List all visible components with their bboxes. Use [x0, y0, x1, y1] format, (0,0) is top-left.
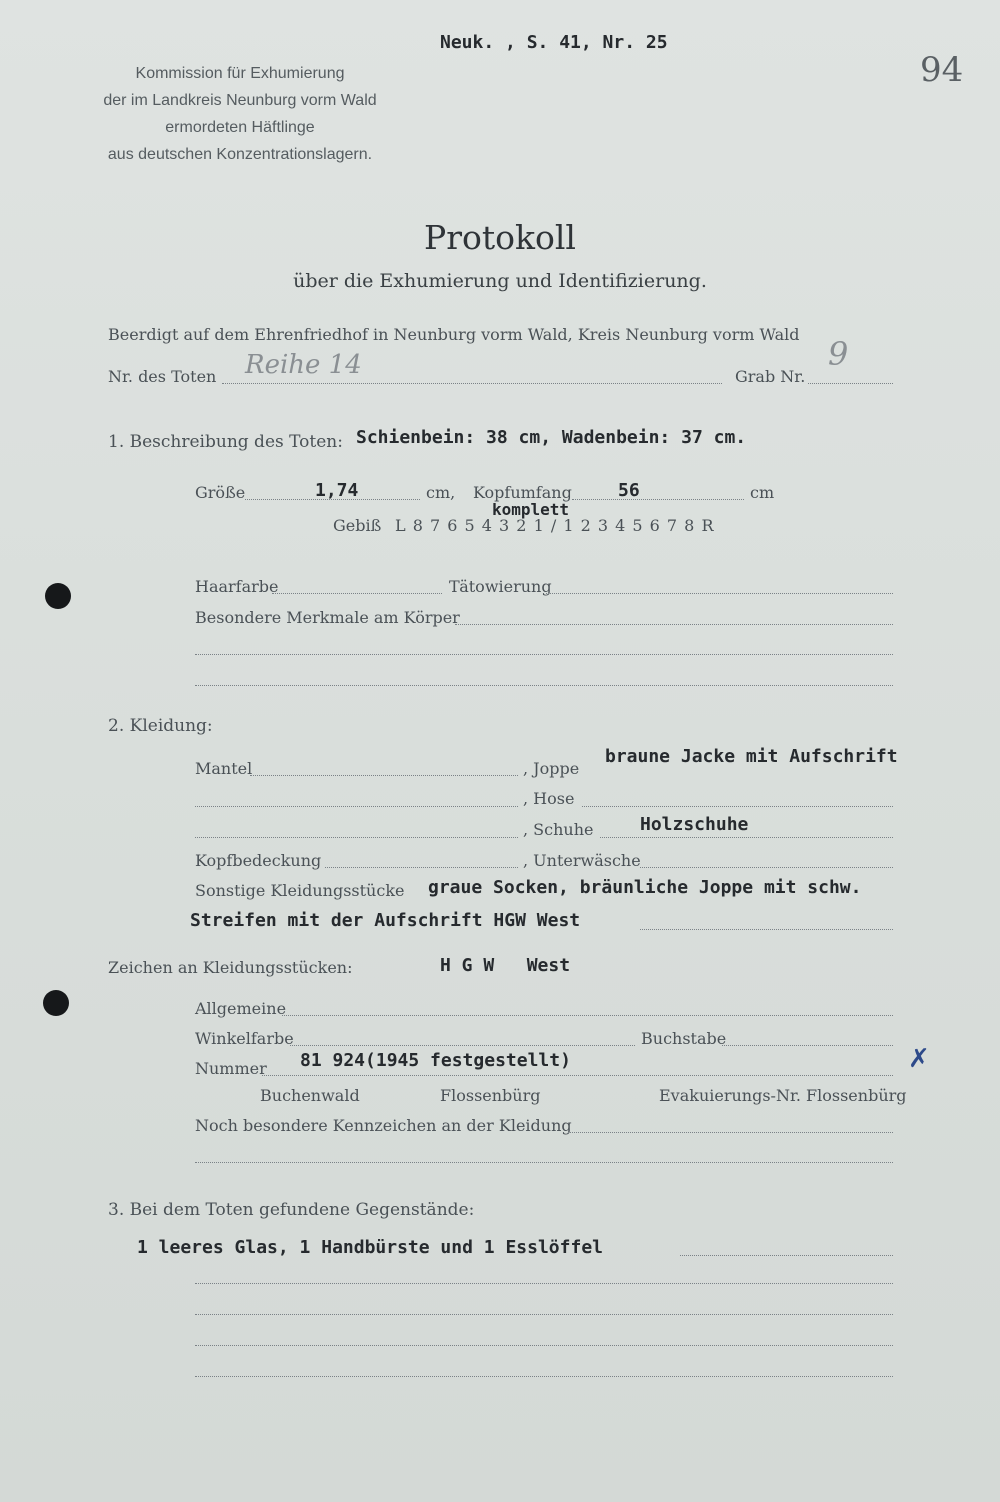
schuhe-value: Holzschuhe [640, 814, 749, 835]
cm-unit-2: cm [750, 483, 775, 502]
nr-label: Nr. des Toten [108, 367, 217, 386]
zeichen-value: H G W West [440, 955, 571, 976]
page-number: 94 [920, 50, 964, 90]
section3-value: 1 leeres Glas, 1 Handbürste und 1 Esslöffel [137, 1237, 603, 1258]
section2-label: 2. Kleidung: [108, 716, 213, 736]
allgemeine-label: Allgemeine [195, 999, 287, 1018]
noch-kennzeichen-label: Noch besondere Kennzeichen an der Kleidung [195, 1116, 572, 1135]
grab-label: Grab Nr. [735, 367, 806, 386]
sonstige-label: Sonstige Kleidungsstücke [195, 881, 405, 900]
kopfbedeckung-label: Kopfbedeckung [195, 851, 322, 870]
gebiss-teeth: L 8 7 6 5 4 3 2 1 / 1 2 3 4 5 6 7 8 R [395, 516, 715, 535]
winkelfarbe-label: Winkelfarbe [195, 1029, 294, 1048]
section3-label: 3. Bei dem Toten gefundene Gegenstände: [108, 1200, 475, 1220]
groesse-value: 1,74 [315, 480, 359, 501]
nummer-label: Nummer [195, 1059, 267, 1078]
punch-hole-top [45, 583, 71, 609]
nr-value: Reihe 14 [245, 350, 362, 380]
nummer-value: 81 924(1945 festgestellt) [300, 1050, 571, 1071]
joppe-label: , Joppe [523, 759, 580, 778]
evakuierung-label: Evakuierungs-Nr. Flossenbürg [659, 1086, 907, 1105]
schuhe-label: , Schuhe [523, 820, 594, 839]
grab-value: 9 [828, 335, 849, 373]
buchenwald-label: Buchenwald [260, 1086, 360, 1105]
page-subtitle: über die Exhumierung und Identifizierung. [293, 270, 707, 292]
gebiss-note: komplett [492, 500, 570, 519]
mantel-label: Mantel [195, 759, 253, 778]
check-mark: ✗ [908, 1044, 930, 1074]
sonstige-value: graue Socken, bräunliche Joppe mit schw. [428, 877, 862, 898]
cm-unit-1: cm, [426, 483, 456, 502]
section1-value: Schienbein: 38 cm, Wadenbein: 37 cm. [356, 427, 747, 448]
joppe-value: braune Jacke mit Aufschrift [605, 746, 898, 767]
commission-block [90, 60, 390, 168]
kopfumfang-label: Kopfumfang [473, 483, 572, 502]
commission-line-3: ermordeten Häftlinge [165, 119, 315, 136]
haarfarbe-label: Haarfarbe [195, 577, 279, 596]
commission-line-4: aus deutschen Konzentrationslagern. [107, 146, 373, 163]
burial-line: Beerdigt auf dem Ehrenfriedhof in Neunburg vorm Wald, Kreis Neunburg vorm Wald [108, 325, 800, 344]
flossenburg-label: Flossenbürg [440, 1086, 541, 1105]
reference-number: Neuk. , S. 41, Nr. 25 [440, 32, 668, 53]
taetowierung-label: Tätowierung [449, 577, 552, 596]
gebiss-label: Gebiß [333, 516, 382, 535]
page-title: Protokoll [424, 218, 576, 257]
merkmale-label: Besondere Merkmale am Körper [195, 608, 460, 627]
unterwaesche-label: , Unterwäsche [523, 851, 641, 870]
kopfumfang-value: 56 [618, 480, 640, 501]
zeichen-label: Zeichen an Kleidungsstücken: [108, 958, 353, 977]
sonstige-value-2: Streifen mit der Aufschrift HGW West [190, 910, 581, 931]
commission-line-2: der im Landkreis Neunburg vorm Wald [103, 92, 377, 109]
groesse-label: Größe [195, 483, 246, 502]
buchstabe-label: Buchstabe [641, 1029, 727, 1048]
hose-label: , Hose [523, 789, 575, 808]
punch-hole-bottom [43, 990, 69, 1016]
commission-line-1: Kommission für Exhumierung [135, 65, 345, 82]
section1-label: 1. Beschreibung des Toten: [108, 432, 343, 452]
